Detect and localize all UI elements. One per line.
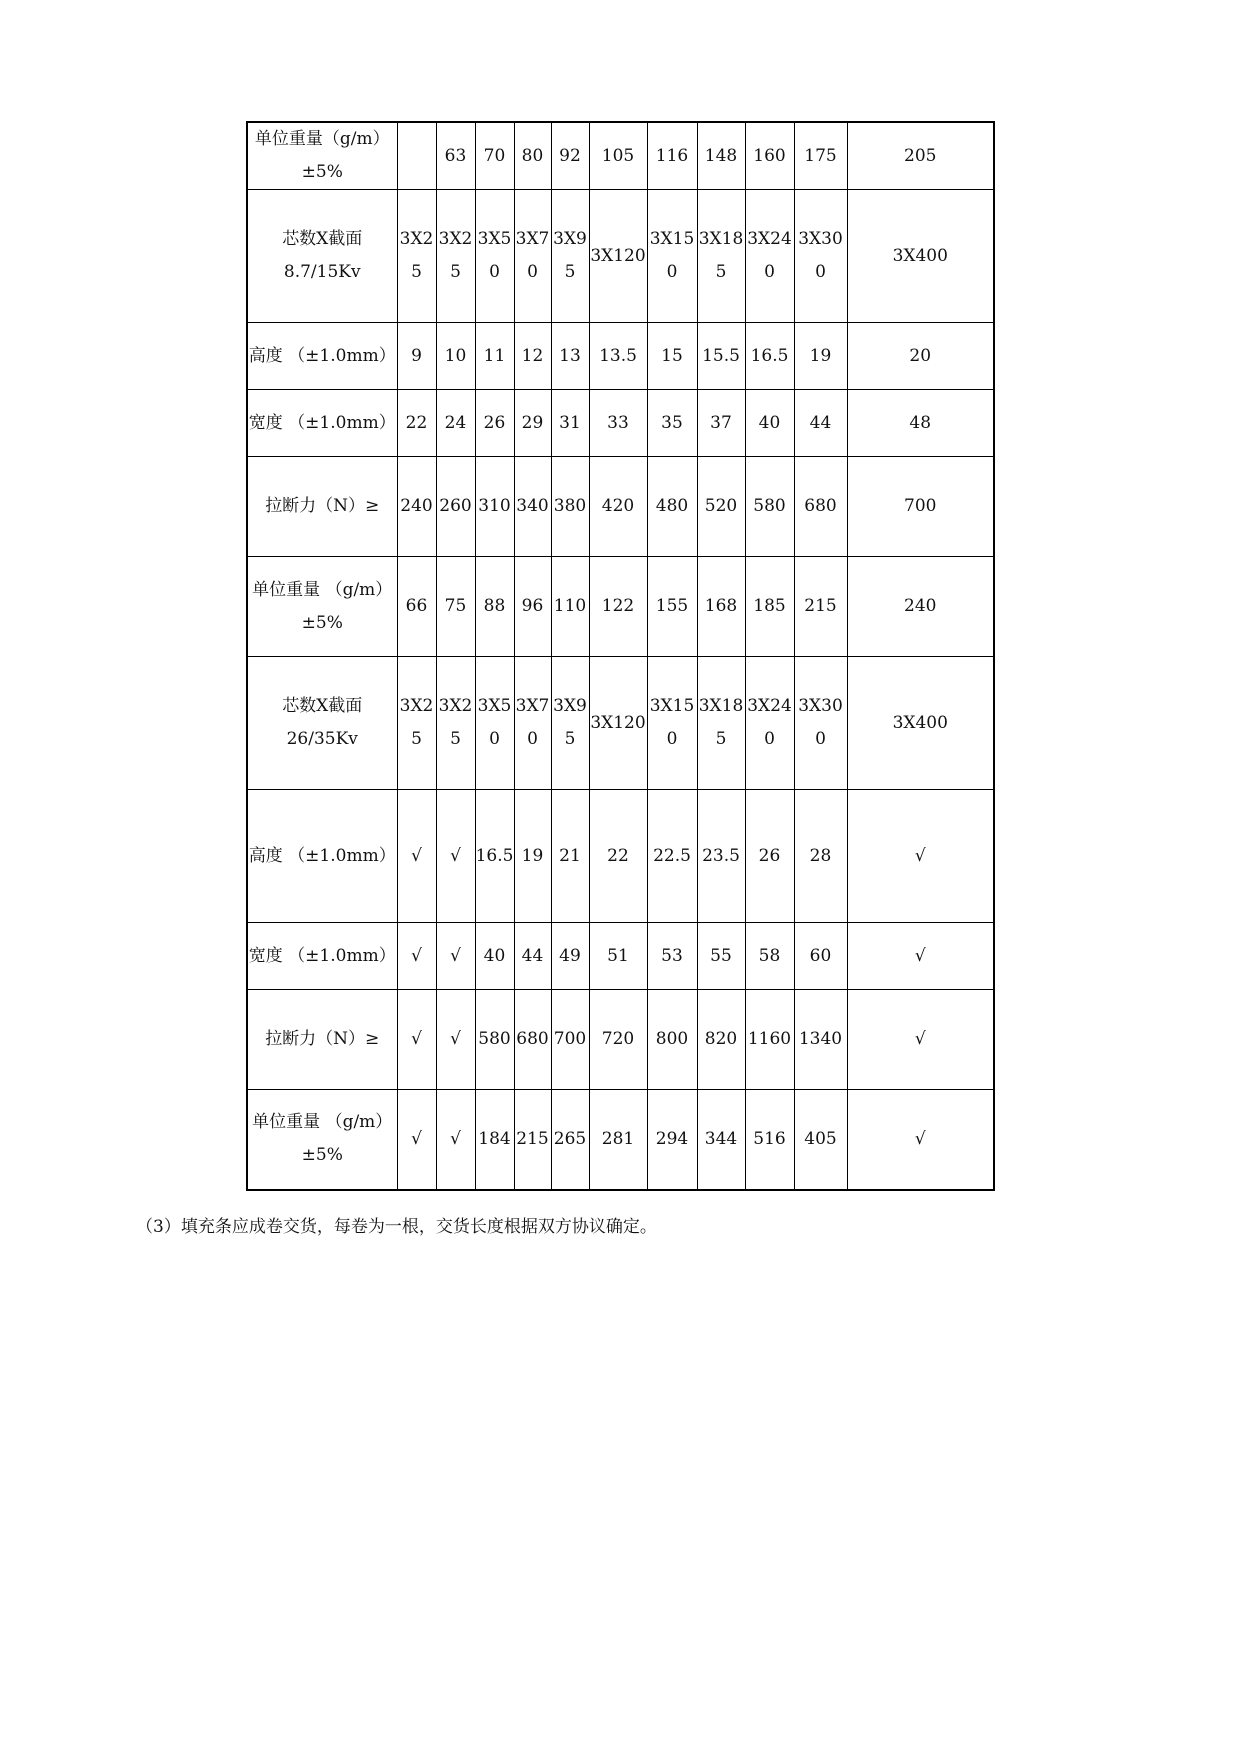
table-cell: 15 xyxy=(647,323,697,390)
table-cell: 105 xyxy=(589,122,647,190)
table-cell: 10 xyxy=(436,323,475,390)
table-cell: 1340 xyxy=(794,990,847,1090)
table-cell: 110 xyxy=(551,557,589,657)
table-cell: 3X240 xyxy=(745,190,794,323)
table-cell: 3X300 xyxy=(794,190,847,323)
spec-table-body xyxy=(247,122,994,1190)
table-cell: 96 xyxy=(514,557,551,657)
table-cell: 29 xyxy=(514,390,551,457)
row-label: 拉断力（N）≥ xyxy=(247,990,397,1090)
row-label: 芯数X截面 8.7/15Kv xyxy=(247,190,397,323)
table-cell: 294 xyxy=(647,1090,697,1190)
table-cell: 155 xyxy=(647,557,697,657)
table-cell: 19 xyxy=(794,323,847,390)
table-cell: 11 xyxy=(475,323,514,390)
table-cell: √ xyxy=(436,923,475,990)
table-cell: 215 xyxy=(794,557,847,657)
table-cell: 15.5 xyxy=(697,323,745,390)
table-cell: 160 xyxy=(745,122,794,190)
table-cell: 3X50 xyxy=(475,190,514,323)
table-cell: 281 xyxy=(589,1090,647,1190)
table-cell: √ xyxy=(397,1090,436,1190)
table-cell: 310 xyxy=(475,457,514,557)
table-cell: 184 xyxy=(475,1090,514,1190)
table-cell: 44 xyxy=(794,390,847,457)
table-cell: 55 xyxy=(697,923,745,990)
row-label: 单位重量（g/m） ±5% xyxy=(247,122,397,190)
table-cell: 3X25 xyxy=(397,190,436,323)
table-cell: 21 xyxy=(551,790,589,923)
table-cell: 58 xyxy=(745,923,794,990)
table-cell: 70 xyxy=(475,122,514,190)
table-row xyxy=(247,122,994,190)
table-cell: √ xyxy=(436,790,475,923)
table-cell: √ xyxy=(847,923,994,990)
table-cell: 175 xyxy=(794,122,847,190)
table-cell: 380 xyxy=(551,457,589,557)
table-cell: √ xyxy=(847,790,994,923)
table-cell: 66 xyxy=(397,557,436,657)
table-cell: 800 xyxy=(647,990,697,1090)
table-cell: 49 xyxy=(551,923,589,990)
table-cell: 23.5 xyxy=(697,790,745,923)
table-cell: 22.5 xyxy=(647,790,697,923)
table-cell: 116 xyxy=(647,122,697,190)
table-cell xyxy=(397,122,436,190)
footnote: （3）填充条应成卷交货，每卷为一根，交货长度根据双方协议确定。 xyxy=(136,1217,657,1237)
table-cell: 13 xyxy=(551,323,589,390)
table-cell: 3X150 xyxy=(647,657,697,790)
table-cell: 9 xyxy=(397,323,436,390)
table-cell: 205 xyxy=(847,122,994,190)
table-cell: 3X120 xyxy=(589,657,647,790)
table-cell: 3X150 xyxy=(647,190,697,323)
table-cell: √ xyxy=(436,1090,475,1190)
table-cell: 35 xyxy=(647,390,697,457)
row-label: 高度 （±1.0mm） xyxy=(247,323,397,390)
table-cell: 28 xyxy=(794,790,847,923)
table-cell: 3X95 xyxy=(551,657,589,790)
table-cell: 40 xyxy=(745,390,794,457)
table-cell: 53 xyxy=(647,923,697,990)
table-cell: 26 xyxy=(745,790,794,923)
table-cell: 20 xyxy=(847,323,994,390)
table-cell: 340 xyxy=(514,457,551,557)
table-cell: 44 xyxy=(514,923,551,990)
table-cell: 88 xyxy=(475,557,514,657)
table-cell: 820 xyxy=(697,990,745,1090)
table-cell: 148 xyxy=(697,122,745,190)
table-cell: √ xyxy=(397,790,436,923)
table-cell: 3X240 xyxy=(745,657,794,790)
table-cell: 75 xyxy=(436,557,475,657)
table-cell: 516 xyxy=(745,1090,794,1190)
table-cell: 680 xyxy=(794,457,847,557)
table-cell: 3X185 xyxy=(697,657,745,790)
row-label: 单位重量 （g/m） ±5% xyxy=(247,1090,397,1190)
table-row xyxy=(247,790,994,923)
table-cell: 240 xyxy=(397,457,436,557)
table-cell: 3X25 xyxy=(397,657,436,790)
table-row xyxy=(247,1090,994,1190)
table-row xyxy=(247,990,994,1090)
table-cell: 48 xyxy=(847,390,994,457)
table-cell: 16.5 xyxy=(745,323,794,390)
table-cell: 3X50 xyxy=(475,657,514,790)
table-cell: √ xyxy=(847,1090,994,1190)
table-row xyxy=(247,390,994,457)
table-cell: 720 xyxy=(589,990,647,1090)
table-cell: 480 xyxy=(647,457,697,557)
table-cell: 3X400 xyxy=(847,190,994,323)
table-cell: 420 xyxy=(589,457,647,557)
table-cell: 31 xyxy=(551,390,589,457)
table-cell: 3X400 xyxy=(847,657,994,790)
table-cell: 40 xyxy=(475,923,514,990)
table-cell: 240 xyxy=(847,557,994,657)
table-cell: 51 xyxy=(589,923,647,990)
row-label: 宽度 （±1.0mm） xyxy=(247,923,397,990)
table-cell: 580 xyxy=(475,990,514,1090)
table-cell: 3X25 xyxy=(436,190,475,323)
table-cell: 405 xyxy=(794,1090,847,1190)
table-cell: 520 xyxy=(697,457,745,557)
row-label: 宽度 （±1.0mm） xyxy=(247,390,397,457)
table-cell: 580 xyxy=(745,457,794,557)
table-cell: 13.5 xyxy=(589,323,647,390)
table-row xyxy=(247,190,994,323)
table-cell: 16.5 xyxy=(475,790,514,923)
table-row xyxy=(247,923,994,990)
table-cell: 260 xyxy=(436,457,475,557)
table-cell: 33 xyxy=(589,390,647,457)
table-cell: 168 xyxy=(697,557,745,657)
table-cell: 19 xyxy=(514,790,551,923)
table-cell: 3X300 xyxy=(794,657,847,790)
table-cell: 3X95 xyxy=(551,190,589,323)
table-cell: 700 xyxy=(551,990,589,1090)
table-cell: 3X70 xyxy=(514,190,551,323)
table-row xyxy=(247,457,994,557)
table-cell: 12 xyxy=(514,323,551,390)
row-label: 单位重量 （g/m） ±5% xyxy=(247,557,397,657)
table-row xyxy=(247,557,994,657)
table-cell: 80 xyxy=(514,122,551,190)
table-cell: 700 xyxy=(847,457,994,557)
table-cell: 265 xyxy=(551,1090,589,1190)
table-cell: √ xyxy=(397,923,436,990)
row-label: 拉断力（N）≥ xyxy=(247,457,397,557)
spec-table xyxy=(246,121,995,1191)
table-cell: 63 xyxy=(436,122,475,190)
table-cell: √ xyxy=(397,990,436,1090)
table-cell: √ xyxy=(847,990,994,1090)
table-cell: 3X185 xyxy=(697,190,745,323)
table-cell: 22 xyxy=(589,790,647,923)
row-label: 高度 （±1.0mm） xyxy=(247,790,397,923)
table-cell: 344 xyxy=(697,1090,745,1190)
table-cell: 60 xyxy=(794,923,847,990)
table-cell: 37 xyxy=(697,390,745,457)
table-cell: 92 xyxy=(551,122,589,190)
table-cell: 1160 xyxy=(745,990,794,1090)
table-cell: 24 xyxy=(436,390,475,457)
table-cell: 3X70 xyxy=(514,657,551,790)
table-cell: 3X120 xyxy=(589,190,647,323)
table-cell: 215 xyxy=(514,1090,551,1190)
table-cell: 122 xyxy=(589,557,647,657)
table-cell: 680 xyxy=(514,990,551,1090)
table-cell: 22 xyxy=(397,390,436,457)
table-cell: √ xyxy=(436,990,475,1090)
table-cell: 26 xyxy=(475,390,514,457)
table-cell: 3X25 xyxy=(436,657,475,790)
row-label: 芯数X截面 26/35Kv xyxy=(247,657,397,790)
table-cell: 185 xyxy=(745,557,794,657)
table-row xyxy=(247,323,994,390)
table-row xyxy=(247,657,994,790)
